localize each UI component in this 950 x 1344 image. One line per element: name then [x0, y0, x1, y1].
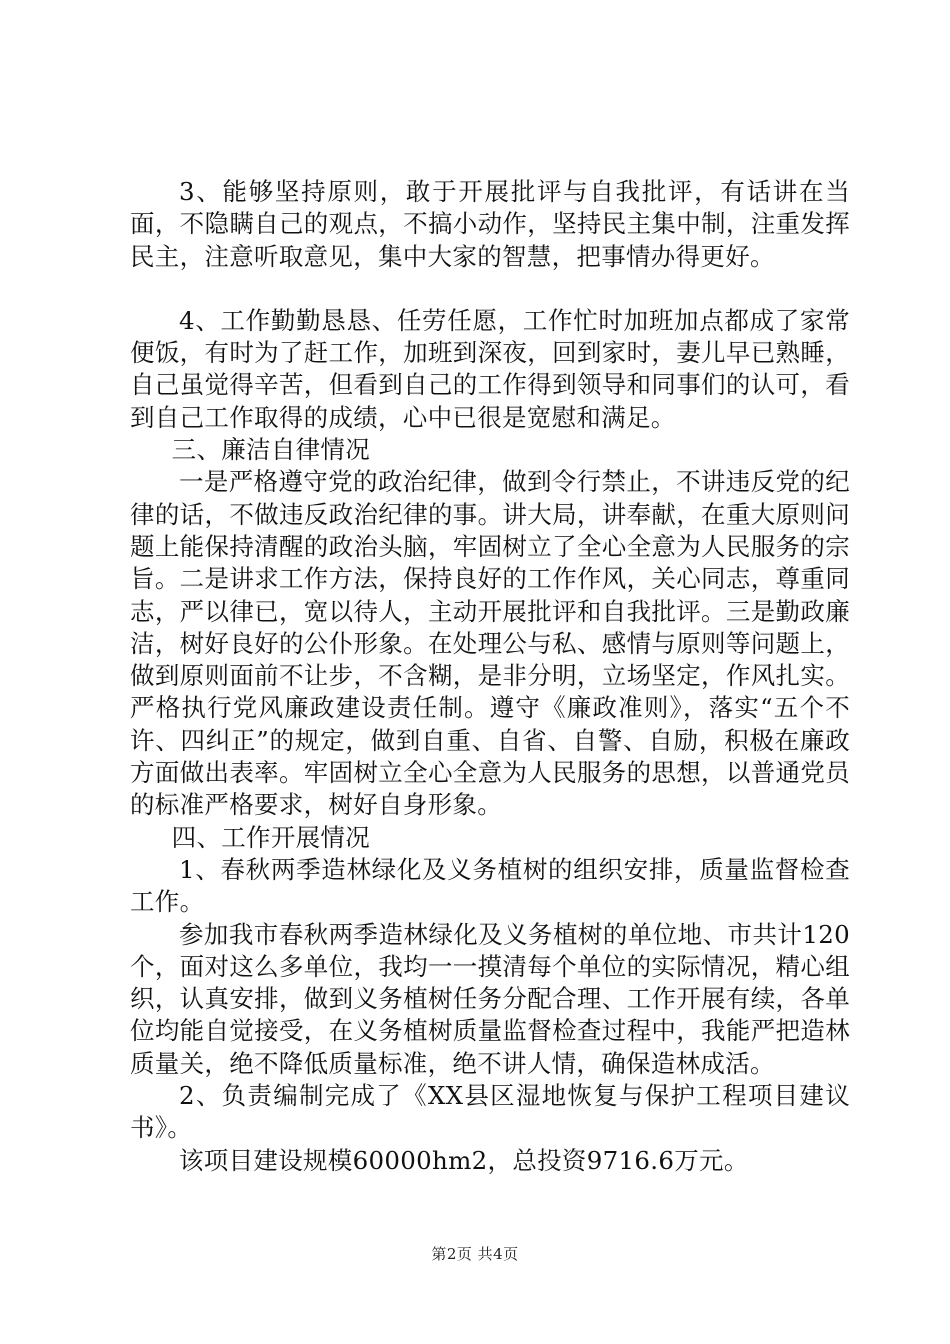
paragraph-integrity: 一是严格遵守党的政治纪律，做到令行禁止，不讲违反党的纪律的话，不做违反政治纪律的事。讲大局，讲奉献，在重大原则问题上能保持清醒的政治头脑，牢固树立了全心全意为人民服务的宗旨。二是讲求工作方法，保持良好的工作作风，关心同志，尊重同志，严以律已，宽以待人，主动开展批评和自我批评。三是勤政廉洁，树好良好的公仆形象。在处理公与私、感情与原则等问题上，做到原则面前不让步，不含糊，是非分明，立场坚定，作风扎实。严格执行党风廉政建设责任制。遵守《廉政准则》，落实“五个不许、四纠正”的规定，做到自重、自省、自警、自励，积极在廉政方面做出表率。牢固树立全心全意为人民服务的思想，以普通党员的标准严格要求，树好自身形象。: [130, 467, 850, 820]
page-number-label: 第2页 共4页: [431, 1245, 519, 1263]
section-heading-integrity: 三、廉洁自律情况: [171, 435, 371, 465]
paragraph-item-4: 4、工作勤勤恳恳、任劳任愿，工作忙时加班加点都成了家常便饭，有时为了赶工作，加班到深夜，回到家时，妻儿早已熟睡，自己虽觉得辛苦，但看到自己的工作得到领导和同事们的认可，看到自己工作取得的成绩，心中已很是宽慰和满足。: [130, 305, 850, 432]
page-footer: [0, 1244, 950, 1264]
document-body: [130, 176, 850, 1177]
paragraph-work-item-2-detail: 该项目建设规模60000hm2，总投资9716.6万元。: [179, 1145, 749, 1175]
section-heading-work: 四、工作开展情况: [171, 822, 371, 852]
paragraph-work-item-1-detail: 参加我市春秋两季造林绿化及义务植树的单位地、市共计120个，面对这么多单位，我均一一摸清每个单位的实际情况，精心组织，认真安排，做到义务植树任务分配合理、工作开展有续，各单位均能自觉接受，在义务植树质量监督检查过程中，我能严把造林质量关，绝不降低质量标准，绝不讲人情，确保造林成活。: [130, 919, 850, 1078]
paragraph-work-item-1: 1、春秋两季造林绿化及义务植树的组织安排，质量监督检查工作。: [130, 854, 850, 917]
paragraph-item-3: 3、能够坚持原则，敢于开展批评与自我批评，有话讲在当面，不隐瞒自己的观点，不搞小动作，坚持民主集中制，注重发挥民主，注意听取意见，集中大家的智慧，把事情办得更好。: [130, 177, 850, 271]
paragraph-work-item-2: 2、负责编制完成了《XX县区湿地恢复与保护工程项目建议书》。: [130, 1081, 850, 1143]
